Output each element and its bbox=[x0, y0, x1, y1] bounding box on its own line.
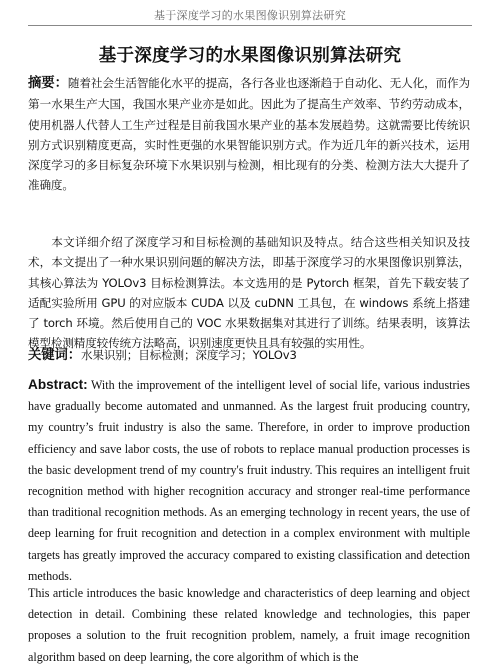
abstract-cn-label: 摘要： bbox=[28, 76, 68, 91]
header-rule bbox=[28, 25, 472, 26]
body-en-paragraph: This article introduces the basic knowledge and characteristics of deep learning and object detection in detail. Combining these related knowledge and technologies, this paper proposes a solution to the fruit recognition problem, namely, a fruit image recognition algorithm based on deep learning, the core algorithm of which is the bbox=[28, 586, 470, 664]
abstract-cn-text: 随着社会生活智能化水平的提高，各行各业也逐渐趋于自动化、无人化，而作为第一水果生产大国，我国水果产业亦是如此。因此为了提高生产效率、节约劳动成本，使用机器人代替人工生产过程是目前我国水果产业的基本发展趋势。这就需要比传统识别方式识别精度更高，实时性更强的水果智能识别方式。作为近几年的新兴技术，运用深度学习的多目标复杂环境下水果识别与检测，相比现有的分类、检测方法大大提升了准确度。 bbox=[28, 76, 470, 193]
keywords-cn-label: 关键词： bbox=[28, 348, 81, 363]
paper-title: 基于深度学习的水果图像识别算法研究 bbox=[98, 46, 402, 66]
abstract-en bbox=[28, 374, 470, 587]
intro-cn-paragraph: 本文详细介绍了深度学习和目标检测的基础知识及特点。结合这些相关知识及技术，本文提出了一种水果识别问题的解决方法，即基于深度学习的水果图像识别算法，其核心算法为 YOLOv3 目标检测算法。本文选用的是 Pytorch 框架，首先下载安装了适配实验所用 GPU 的对应版本 CUDA 以及 cuDNN 工具包，在 windows 系统上搭建了 torch 环境。然后使用自己的 VOC 水果数据集对其进行了训练。结果表明，该算法模型检测精度较传统方法略高，识别速度更快且具有较强的实用性。 bbox=[28, 235, 470, 351]
abstract-en-text: With the improvement of the intelligent level of social life, various industries have gradually become automated and unmanned. As the largest fruit producing country, my country’s fruit industry is also the same. Therefore, in order to improve production efficiency and save labor costs, the use of robots to replace manual production processes is the basic development trend of my country's fruit industry. This requires an intelligent fruit recognition method with higher recognition accuracy and stronger real-time performance than traditional recognition methods. As an emerging technology in recent years, the use of deep learning for fruit recognition and detection in a complex environment with multiple targets has greatly improved the accuracy compared to existing classification and detection methods. bbox=[28, 378, 470, 583]
abstract-en-label: Abstract: bbox=[28, 377, 88, 392]
keywords-cn bbox=[28, 345, 470, 366]
keywords-cn-text: 水果识别；目标检测；深度学习；YOLOv3 bbox=[80, 348, 297, 362]
running-header: 基于深度学习的水果图像识别算法研究 bbox=[153, 9, 347, 22]
abstract-cn bbox=[28, 73, 470, 196]
